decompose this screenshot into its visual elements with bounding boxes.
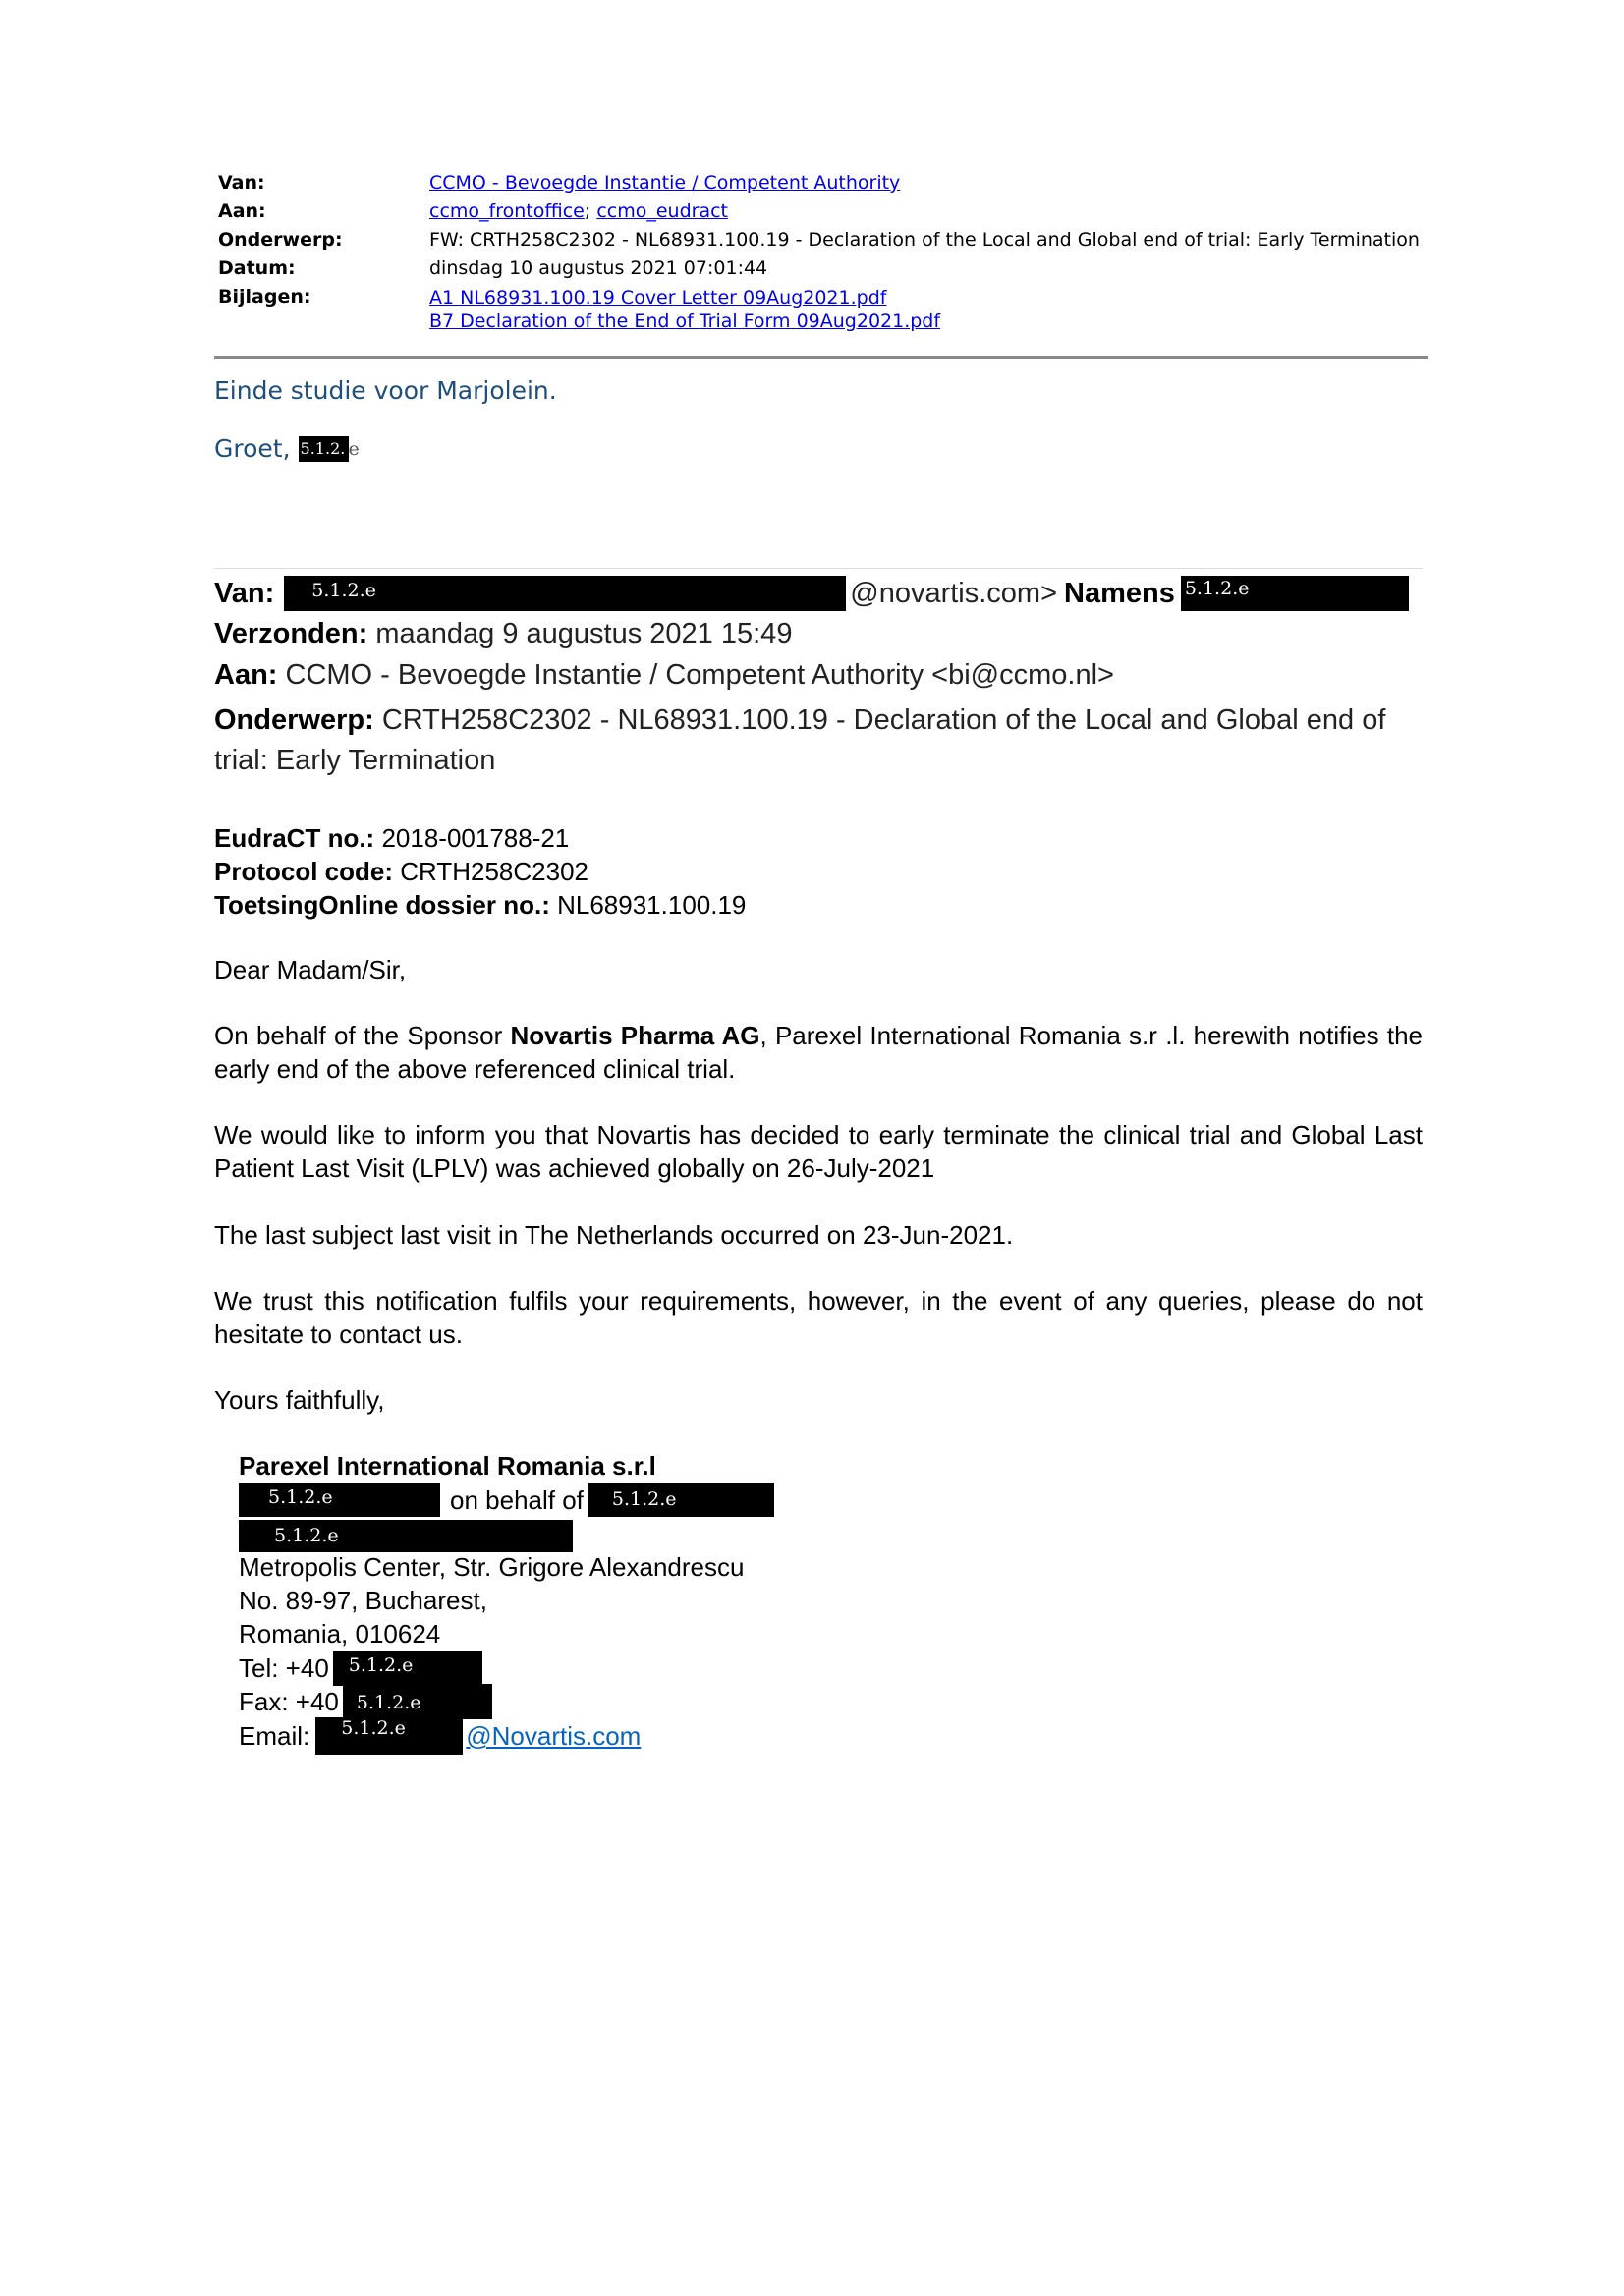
forwarded-sent-line (214, 618, 1432, 650)
header-row-date (218, 254, 1427, 283)
signature-tel-line (239, 1651, 482, 1686)
forwarded-namens-label: Namens (1064, 577, 1175, 609)
redaction-box: 5.1.2.e (284, 576, 846, 611)
paragraph-sponsor-prefix: On behalf of the Sponsor (214, 1021, 503, 1050)
signature-email-label: Email: (239, 1721, 310, 1751)
protocol-label: Protocol code: (214, 857, 394, 886)
header-row-from (218, 169, 1427, 197)
header-attachments-label: Bijlagen: (218, 286, 311, 308)
forwarded-from-label: Van: (214, 577, 275, 609)
signature-address-1: Metropolis Center, Str. Grigore Alexandrescu (239, 1552, 745, 1582)
note-line: Einde studie voor Marjolein. (214, 376, 557, 405)
header-to-separator: ; (584, 200, 591, 222)
redaction-box: 5.1.2.e (588, 1483, 774, 1517)
signature-fax-label: Fax: +40 (239, 1687, 339, 1716)
paragraph-queries: We trust this notification fulfils your requirements, however, in the event of any queries, please do not hesitate to contact us. (214, 1286, 1423, 1349)
signature-address-3: Romania, 010624 (239, 1619, 441, 1649)
header-to-link-eudract[interactable]: ccmo_eudract (596, 200, 728, 222)
note-greeting: Groet, (214, 434, 291, 463)
attachment-link-end-of-trial-form[interactable]: B7 Declaration of the End of Trial Form 09Aug2021.pdf (429, 310, 941, 332)
protocol-line (214, 855, 1423, 888)
redaction-box: 5.1.2.e (343, 1684, 492, 1719)
note-greeting-line (214, 434, 360, 463)
signature-email-link[interactable]: @Novartis.com (466, 1721, 642, 1751)
paragraph-termination: We would like to inform you that Novartis has decided to early terminate the clinical trial and Global Last Patient Last Visit (LPLV) was achieved globally on 26-July-2021 (214, 1120, 1423, 1183)
signature-title-line (239, 1517, 573, 1552)
header-row-attachments (218, 283, 1427, 333)
paragraph-last-visit: The last subject last visit in The Netherlands occurred on 23-Jun-2021. (214, 1220, 1014, 1250)
signature-company: Parexel International Romania s.r.l (239, 1451, 656, 1481)
header-from-link[interactable]: CCMO - Bevoegde Instantie / Competent Authority (429, 172, 901, 194)
header-to-link-frontoffice[interactable]: ccmo_frontoffice (429, 200, 585, 222)
header-subject-label: Onderwerp: (218, 229, 343, 251)
redaction-tail: e (348, 437, 360, 460)
sponsor-name: Novartis Pharma AG (510, 1021, 760, 1050)
forwarded-sent-value: maandag 9 augustus 2021 15:49 (375, 618, 793, 649)
header-date-label: Datum: (218, 257, 296, 279)
header-divider (214, 356, 1428, 359)
signature-email-line (239, 1717, 641, 1755)
redaction-box: 5.1.2.e (315, 1717, 463, 1755)
header-row-subject (218, 226, 1427, 254)
redaction-box: 5.1.2.e (333, 1651, 482, 1686)
toetsing-line (214, 888, 1423, 922)
closing: Yours faithfully, (214, 1385, 385, 1415)
eudract-line (214, 821, 1423, 855)
forwarded-to-label: Aan: (214, 659, 278, 691)
redaction-box: 5.1.2.e (239, 1483, 440, 1517)
forwarded-subject-label: Onderwerp: (214, 704, 374, 736)
signature-on-behalf: on behalf of (450, 1484, 584, 1515)
redaction-box: 5.1.2. (299, 436, 349, 462)
forwarded-from-domain: @novartis.com> (850, 577, 1058, 609)
forward-divider (214, 568, 1423, 569)
forwarded-to-line (214, 659, 1432, 692)
trial-identifiers (214, 821, 1423, 922)
signature-address-2: No. 89-97, Bucharest, (239, 1586, 487, 1615)
toetsing-value: NL68931.100.19 (557, 890, 747, 920)
paragraph-sponsor (214, 1019, 1423, 1086)
forwarded-to-value: CCMO - Bevoegde Instantie / Competent Authority <bi@ccmo.nl> (285, 659, 1114, 691)
eudract-label: EudraCT no.: (214, 823, 375, 853)
paragraph-sponsor-suffix: , Parexel International Romania s.r .l. herewith notifies the early end of the above referenced clinical trial. (214, 1021, 1423, 1084)
forwarded-subject-value: CRTH258C2302 - NL68931.100.19 - Declaration of the Local and Global end of trial: Early Termination (214, 704, 1386, 776)
redaction-box: 5.1.2.e (1181, 576, 1409, 611)
redaction-box: 5.1.2.e (239, 1520, 573, 1552)
salutation: Dear Madam/Sir, (214, 955, 407, 984)
email-header (218, 169, 1427, 333)
attachment-link-cover-letter[interactable]: A1 NL68931.100.19 Cover Letter 09Aug2021.pdf (429, 287, 887, 308)
signature-fax-line (239, 1684, 492, 1719)
signature-tel-label: Tel: +40 (239, 1653, 329, 1683)
header-date-value: dinsdag 10 augustus 2021 07:01:44 (429, 257, 768, 279)
header-subject-value: FW: CRTH258C2302 - NL68931.100.19 - Declaration of the Local and Global end of trial: Early Termination (429, 229, 1420, 251)
signature-name-line (239, 1483, 774, 1517)
header-row-to (218, 197, 1427, 226)
toetsing-label: ToetsingOnline dossier no.: (214, 890, 550, 920)
forwarded-subject-line (214, 700, 1432, 781)
protocol-value: CRTH258C2302 (400, 857, 588, 886)
forwarded-from-line (214, 576, 1432, 611)
header-to-label: Aan: (218, 200, 266, 222)
eudract-value: 2018-001788-21 (381, 823, 570, 853)
header-from-label: Van: (218, 172, 265, 194)
forwarded-sent-label: Verzonden: (214, 618, 368, 649)
